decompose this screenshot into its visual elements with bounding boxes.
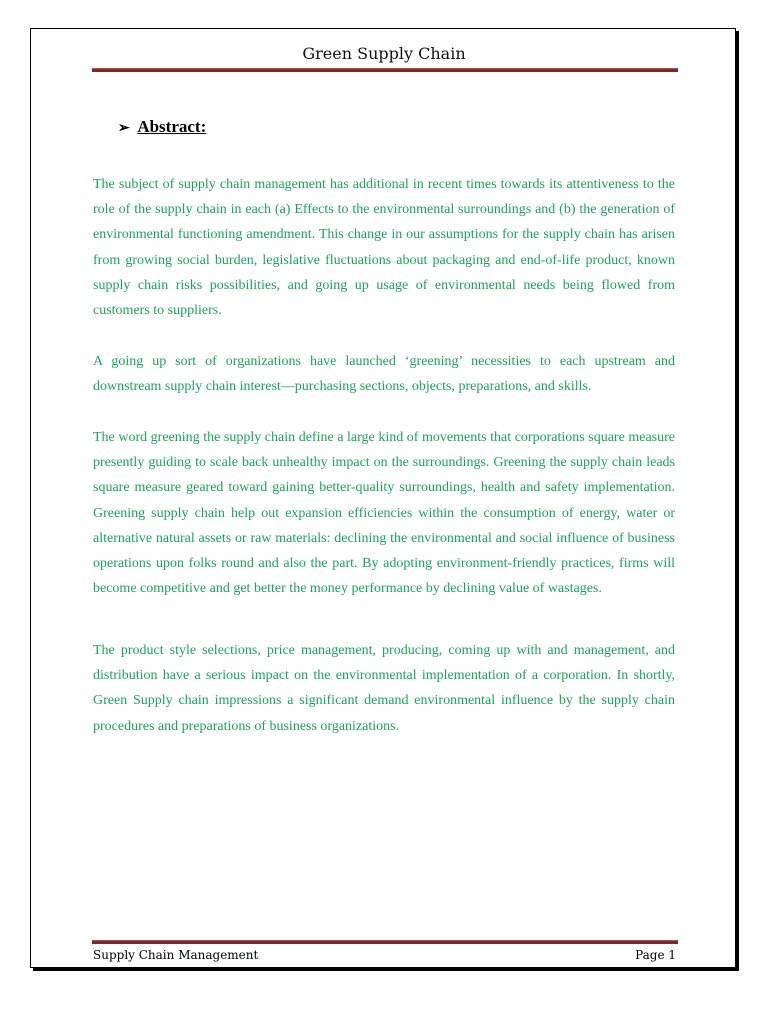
paragraph-4: The product style selections, price management, producing, coming up with and management, and distribution have a serious impact on the environmental implementation of a corporation. In shortly, Green Supply chain impressions a significant demand environmental influence by the supply chain procedures and preparations of business organizations.: [93, 643, 675, 734]
arrow-bullet-icon: ➢: [118, 121, 130, 136]
footer-page-number: Page 1: [635, 948, 676, 962]
paragraph-2: A going up sort of organizations have launched ‘greening’ necessities to each upstream and downstream supply chain interest—purchasing sections, objects, preparations, and skills.: [93, 354, 675, 395]
abstract-heading-label: Abstract:: [137, 117, 207, 136]
footer-rule: [92, 940, 678, 944]
section-heading: [118, 117, 206, 137]
footer-document-title: Supply Chain Management: [93, 948, 259, 962]
paragraph-3: The word greening the supply chain define a large kind of movements that corporations square measure presently guiding to scale back unhealthy impact on the surroundings. Greening the supply chain leads square measure geared toward gaining better-quality surroundings, health and safety implementation. Greening supply chain help out expansion efficiencies within the consumption of energy, water or alternative natural assets or raw materials: declining the environmental and social influence of business operations upon folks round and also the part. By adopting environment-friendly practices, firms will become competitive and get better the money performance by declining value of wastages.: [93, 430, 675, 597]
header-rule: [92, 68, 678, 72]
paragraph-1: The subject of supply chain management has additional in recent times towards its attentiveness to the role of the supply chain in each (a) Effects to the environmental surroundings and (b) the generation of environmental functioning amendment. This change in our assumptions for the supply chain has arisen from growing social burden, legislative fluctuations about packaging and end-of-life product, known supply chain risks possibilities, and going up usage of environmental needs being flowed from customers to suppliers.: [93, 177, 675, 319]
page-header-title: Green Supply Chain: [302, 44, 466, 63]
